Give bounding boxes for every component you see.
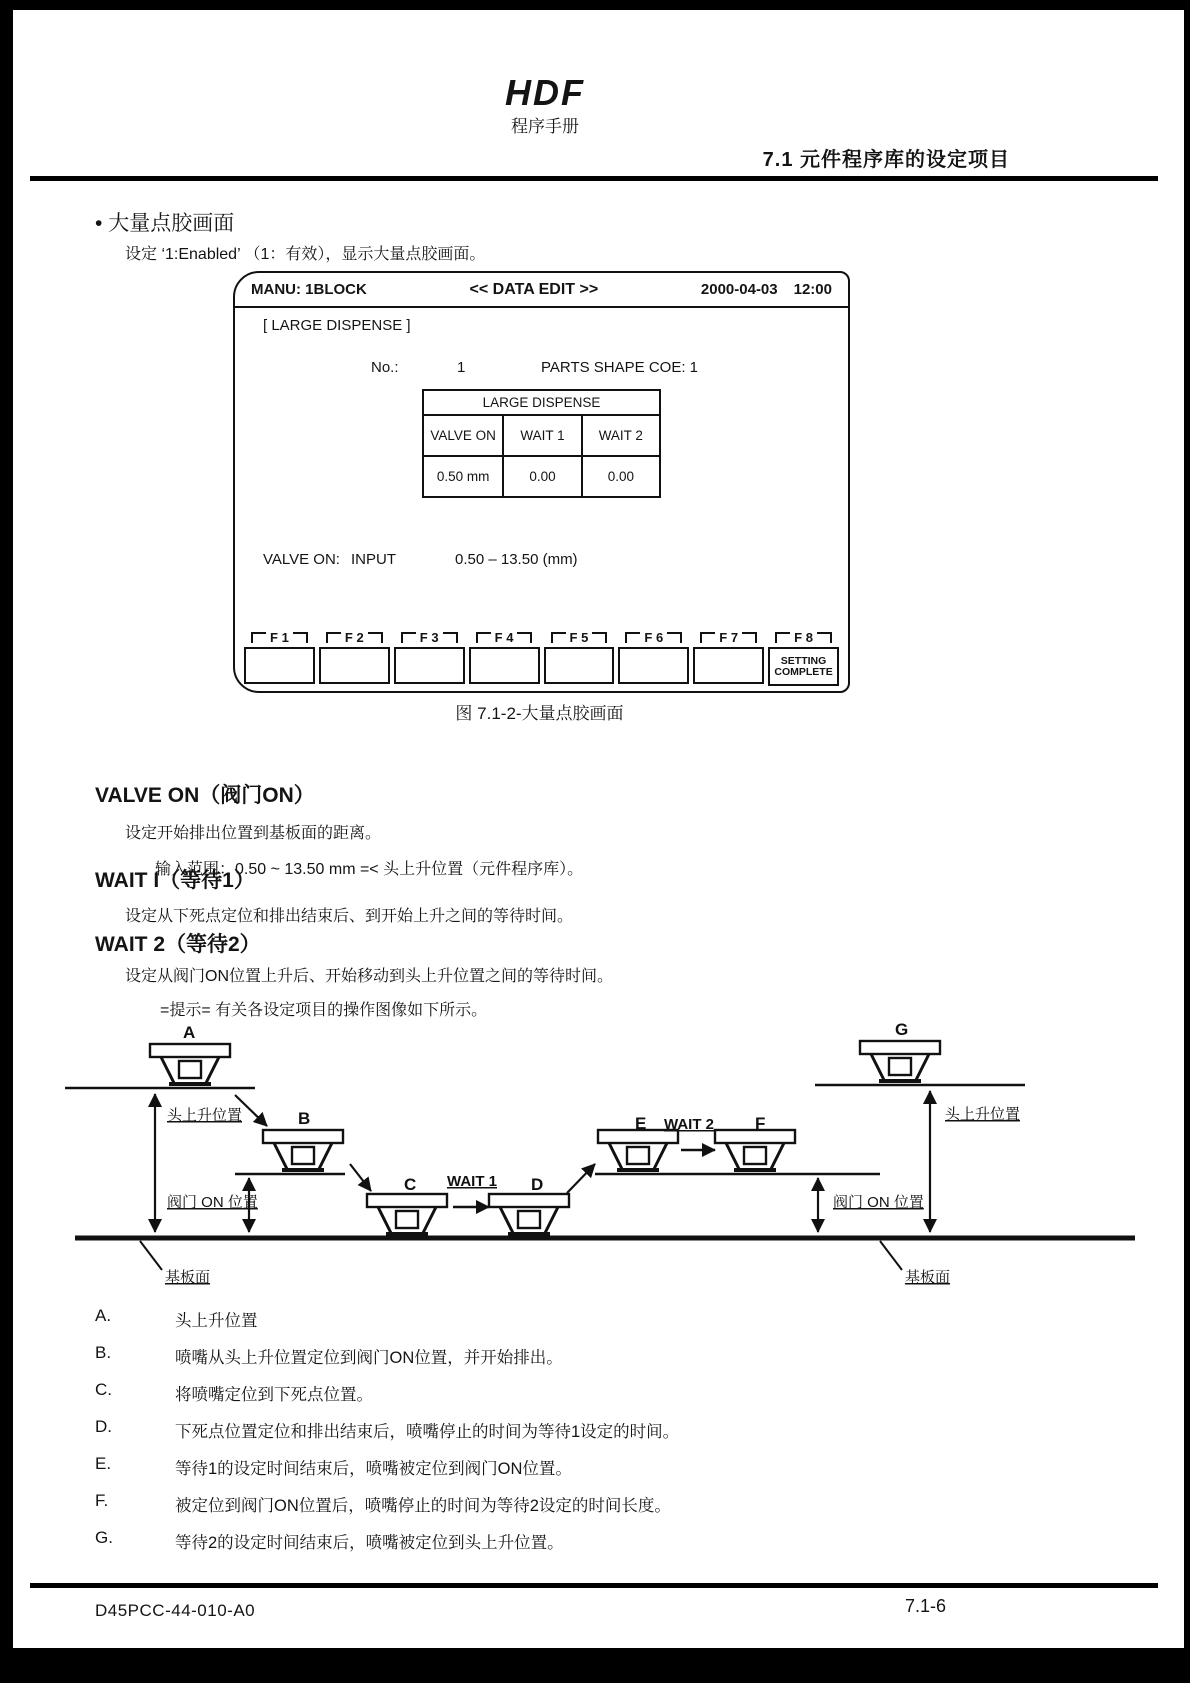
screen-no-label: No.:: [371, 359, 399, 376]
diagram-letter-a: A: [183, 1023, 196, 1042]
arrow-b-to-c: [350, 1164, 371, 1191]
bullet-glyph: •: [95, 212, 103, 235]
screen-header-bar: [235, 273, 848, 308]
scan-edge-left: [0, 0, 13, 1683]
nozzle-c-icon: [367, 1194, 447, 1234]
diagram-letter-e: E: [635, 1114, 647, 1133]
nozzle-f-icon: [715, 1130, 795, 1170]
section-wait2-heading: WAIT 2（等待2）: [95, 933, 261, 956]
nozzle-g-icon: [860, 1041, 940, 1081]
screen-mode-label: [ LARGE DISPENSE ]: [263, 317, 411, 334]
screen-date: 2000-04-03: [700, 281, 778, 298]
step-f-letter: F.: [95, 1491, 109, 1510]
col-header-wait1: WAIT 1: [502, 416, 580, 455]
valve-on-line1: 设定开始排出位置到基板面的距离。: [125, 825, 382, 842]
scan-edge-top: [0, 0, 1190, 10]
base-leader-right: [880, 1241, 902, 1270]
step-g-text: 等待2的设定时间结束后，喷嘴被定位到头上升位置。: [175, 1534, 564, 1552]
bracket-left-icon: [326, 632, 341, 643]
fkey-f7: [693, 632, 764, 686]
diagram-letter-d: D: [531, 1175, 544, 1194]
diagram-letter-f: F: [755, 1114, 766, 1133]
arrow-d-to-e: [567, 1164, 595, 1193]
fkey-label: F 6: [644, 630, 664, 645]
bracket-left-icon: [775, 632, 790, 643]
nozzle-b-icon: [263, 1130, 343, 1170]
diagram-letter-c: C: [404, 1175, 417, 1194]
base-label-left: 基板面: [165, 1269, 211, 1286]
bracket-left-icon: [401, 632, 416, 643]
scan-edge-bottom: [0, 1648, 1190, 1683]
table-value-row: [424, 455, 659, 496]
bracket-left-icon: [251, 632, 266, 643]
input-field-name: VALVE ON:: [263, 551, 340, 568]
step-b-text: 喷嘴从头上升位置定位到阀门ON位置，并开始排出。: [175, 1349, 563, 1367]
value-valve-on: 0.50 mm: [424, 455, 502, 496]
fkey-bracket: [544, 632, 615, 647]
fkey-bracket: [469, 632, 540, 647]
fkey-f8: [768, 632, 839, 686]
machine-screen: [233, 271, 850, 693]
fkey-bracket: [319, 632, 390, 647]
fkey-box: [693, 647, 764, 684]
scan-edge-right: [1184, 0, 1190, 1683]
bracket-left-icon: [476, 632, 491, 643]
bracket-right-icon: [592, 632, 607, 643]
fkey-bracket: [768, 632, 839, 647]
screen-parts-shape: PARTS SHAPE COE: 1: [541, 359, 698, 376]
step-e-text: 等待1的设定时间结束后，喷嘴被定位到阀门ON位置。: [175, 1460, 572, 1478]
fkey-box-setting-complete: SETTING COMPLETE: [768, 647, 839, 686]
fkey-box: [544, 647, 615, 684]
fkey-label: F 7: [719, 630, 739, 645]
table-title: LARGE DISPENSE: [424, 391, 659, 416]
screen-manu: MANU: 1BLOCK: [251, 281, 367, 298]
figure-caption: 图 7.1-2-大量点胶画面: [455, 704, 624, 723]
screen-time: 12:00: [793, 281, 832, 298]
nozzle-d-icon: [489, 1194, 569, 1234]
step-d-text: 下死点位置定位和排出结束后，喷嘴停止的时间为等待1设定的时间。: [175, 1423, 680, 1441]
fkey-box: [394, 647, 465, 684]
fkey-bracket: [693, 632, 764, 647]
fkey-box: [469, 647, 540, 684]
intro-line: 设定 ‘1:Enabled’ （1：有效），显示大量点胶画面。: [125, 246, 486, 263]
fkey-f3: [394, 632, 465, 686]
fkey-label: F 4: [494, 630, 514, 645]
fkey-f5: [544, 632, 615, 686]
value-wait1: 0.00: [502, 455, 580, 496]
bullet-heading-text: 大量点胶画面: [108, 212, 235, 235]
wait1-label: WAIT 1: [446, 1173, 498, 1190]
step-f-text: 被定位到阀门ON位置后，喷嘴停止的时间为等待2设定的时间长度。: [175, 1497, 671, 1515]
head-up-label-left: 头上升位置: [167, 1107, 243, 1124]
wait2-label: WAIT 2: [663, 1116, 715, 1133]
section-valve-on-heading: VALVE ON（阀门ON）: [95, 784, 315, 807]
screen-no-value: 1: [457, 359, 466, 376]
nozzle-a-icon: [150, 1044, 230, 1084]
fkey-bracket: [618, 632, 689, 647]
bracket-right-icon: [817, 632, 832, 643]
fkey-label: F 2: [344, 630, 364, 645]
fkey-bracket: [394, 632, 465, 647]
base-label-right: 基板面: [905, 1269, 951, 1286]
fkey-f1: [244, 632, 315, 686]
step-c-text: 将喷嘴定位到下死点位置。: [175, 1386, 373, 1404]
wait2-line1: 设定从阀门ON位置上升后、开始移动到头上升位置之间的等待时间。: [125, 968, 614, 985]
head-up-label-right: 头上升位置: [945, 1106, 1021, 1123]
fkey-label: F 5: [569, 630, 589, 645]
fkey-box: [244, 647, 315, 684]
fkey-label: F 1: [270, 630, 289, 645]
fkey-f4: [469, 632, 540, 686]
large-dispense-table: [422, 389, 661, 498]
fkey-box: [319, 647, 390, 684]
step-a-letter: A.: [95, 1306, 112, 1325]
document-number: D45PCC-44-010-A0: [95, 1601, 256, 1620]
wait1-line1: 设定从下死点定位和排出结束后、到开始上升之间的等待时间。: [125, 908, 574, 925]
col-header-wait2: WAIT 2: [581, 416, 659, 455]
fkey-f2: [319, 632, 390, 686]
bracket-left-icon: [625, 632, 640, 643]
bracket-right-icon: [368, 632, 383, 643]
valve-on-line2: 输入范围：0.50 ~ 13.50 mm =< 头上升位置（元件程序库）。: [155, 861, 584, 878]
screen-title: << DATA EDIT >>: [469, 280, 599, 298]
col-header-valve-on: VALVE ON: [430, 428, 496, 443]
bracket-right-icon: [443, 632, 458, 643]
fkey-box: [618, 647, 689, 684]
nozzle-e-icon: [598, 1130, 678, 1170]
fkey-label: F 8: [794, 630, 813, 645]
base-leader-left: [140, 1241, 162, 1270]
table-header-row: [424, 416, 659, 455]
bracket-right-icon: [517, 632, 532, 643]
step-d-letter: D.: [95, 1417, 112, 1436]
motion-diagram: [55, 1000, 1145, 1300]
step-e-letter: E.: [95, 1454, 112, 1473]
diagram-letter-g: G: [895, 1020, 909, 1039]
bullet-heading: [95, 207, 234, 237]
fkey-f6: [618, 632, 689, 686]
step-g-letter: G.: [95, 1528, 113, 1547]
bracket-right-icon: [293, 632, 308, 643]
manual-logo-subtitle: 程序手册: [511, 117, 579, 136]
bracket-left-icon: [551, 632, 566, 643]
bracket-left-icon: [700, 632, 715, 643]
diagram-letter-b: B: [298, 1109, 311, 1128]
function-key-row: [244, 632, 839, 686]
page-number: 7.1-6: [905, 1596, 947, 1616]
step-c-letter: C.: [95, 1380, 112, 1399]
valve-on-label-right: 阀门 ON 位置: [833, 1194, 924, 1211]
valve-on-label-left: 阀门 ON 位置: [167, 1194, 258, 1211]
tip-line: =提示= 有关各设定项目的操作图像如下所示。: [160, 1002, 488, 1019]
header-rule: [30, 176, 1158, 181]
section-header: 7.1 元件程序库的设定项目: [762, 149, 1010, 171]
bracket-right-icon: [667, 632, 682, 643]
step-b-letter: B.: [95, 1343, 112, 1362]
bracket-right-icon: [742, 632, 757, 643]
fkey-label: F 3: [419, 630, 439, 645]
footer-rule: [30, 1583, 1158, 1588]
screen-datetime: [701, 281, 832, 298]
section-wait1-heading: WAIT I（等待1）: [95, 869, 255, 892]
value-wait2: 0.00: [581, 455, 659, 496]
input-range: 0.50 – 13.50 (mm): [455, 551, 578, 568]
step-a-text: 头上升位置: [175, 1312, 258, 1330]
input-action: INPUT: [351, 551, 396, 568]
manual-logo: HDF: [505, 72, 585, 113]
fkey-bracket: [244, 632, 315, 647]
